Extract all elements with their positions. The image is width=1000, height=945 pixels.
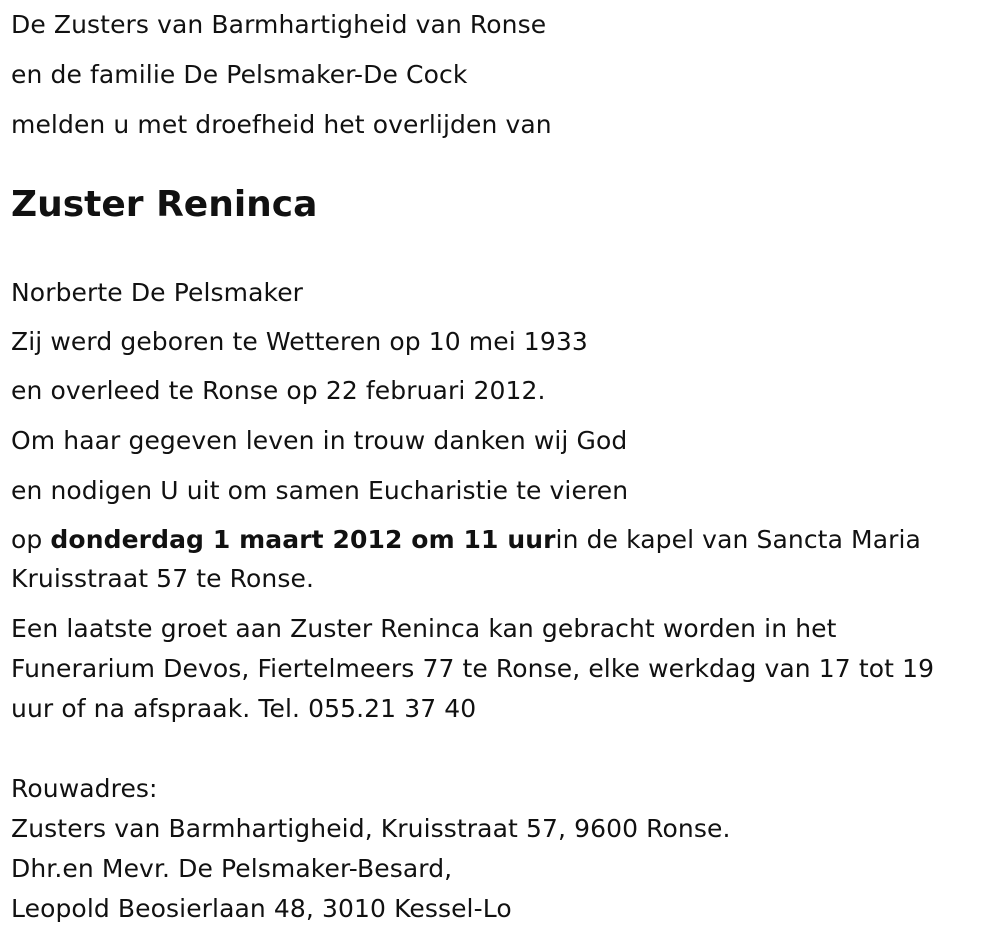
civil-name: Norberte De Pelsmaker [11,278,304,307]
intro-line-3: melden u met droefheid het overlijden van [11,110,552,139]
service-prefix: op [11,525,51,554]
farewell-line-1: Een laatste groet aan Zuster Reninca kan gebracht worden in het [11,614,837,643]
service-location: in de kapel van Sancta Maria [555,525,921,554]
mourning-address-line-2: Dhr.en Mevr. De Pelsmaker-Besard, [11,854,453,883]
intro-line-1: De Zusters van Barmhartigheid van Ronse [11,10,547,39]
intro-line-2: en de familie De Pelsmaker-De Cock [11,60,468,89]
death-line: en overleed te Ronse op 22 februari 2012. [11,376,546,405]
birth-line: Zij werd geboren te Wetteren op 10 mei 1933 [11,327,588,356]
service-datetime-line [11,525,921,555]
farewell-line-3: uur of na afspraak. Tel. 055.21 37 40 [11,694,477,723]
thanks-line: Om haar gegeven leven in trouw danken wij God [11,426,628,455]
mourning-address-line-3: Leopold Beosierlaan 48, 3010 Kessel-Lo [11,894,512,923]
obituary-notice [11,0,991,945]
deceased-title: Zuster Reninca [11,184,318,225]
service-datetime: donderdag 1 maart 2012 om 11 uur [50,525,556,554]
mourning-address-line-1: Zusters van Barmhartigheid, Kruisstraat 57, 9600 Ronse. [11,814,731,843]
service-address: Kruisstraat 57 te Ronse. [11,564,315,593]
farewell-line-2: Funerarium Devos, Fiertelmeers 77 te Ronse, elke werkdag van 17 tot 19 [11,654,935,683]
invite-line: en nodigen U uit om samen Eucharistie te vieren [11,476,629,505]
mourning-address-heading: Rouwadres: [11,774,158,803]
